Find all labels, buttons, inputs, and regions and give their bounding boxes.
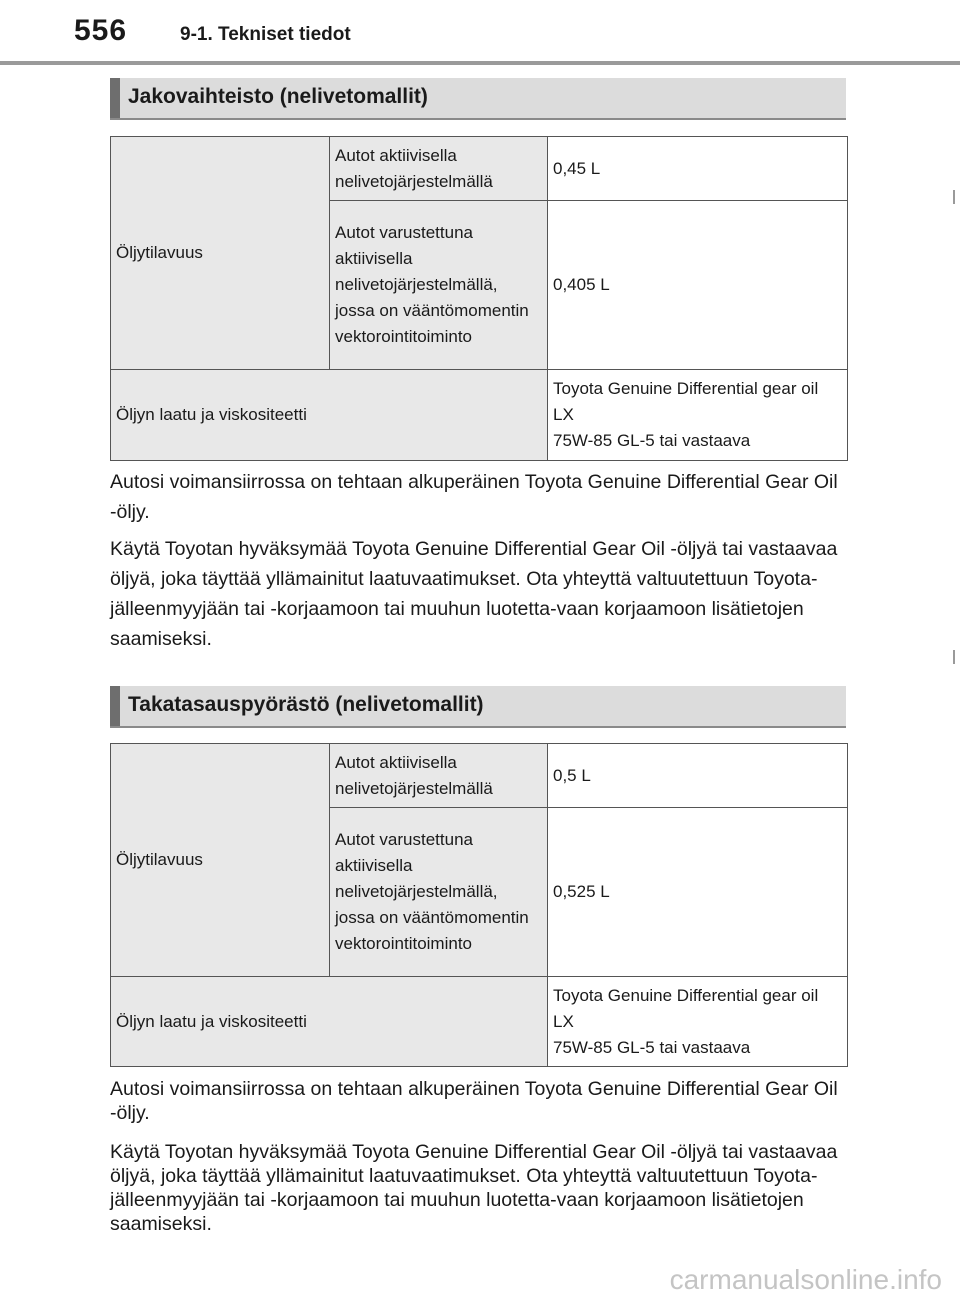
section-heading-bar — [110, 78, 120, 118]
capacity-label-cell: Öljytilavuus — [111, 137, 330, 370]
condition-cell: Autot varustettuna aktiivisella nelivetojärjestelmällä, jossa on vääntömomentin vektorointitoiminto — [330, 201, 548, 370]
condition-cell: Autot aktiivisella nelivetojärjestelmällä — [330, 744, 548, 808]
table-row — [111, 977, 848, 1067]
value-cell: 0,525 L — [548, 808, 848, 977]
quality-value-line: 75W-85 GL-5 tai vastaava — [553, 1037, 751, 1057]
section-heading-title: Jakovaihteisto (nelivetomallit) — [128, 85, 428, 108]
quality-value-line: Toyota Genuine Differential gear oil LX — [553, 985, 819, 1031]
quality-label-cell: Öljyn laatu ja viskositeetti — [111, 977, 548, 1067]
chapter-title: 9-1. Tekniset tiedot — [180, 24, 351, 45]
section-heading-bar — [110, 686, 120, 726]
page-number: 556 — [74, 14, 128, 47]
body-paragraph: Autosi voimansiirrossa on tehtaan alkuperäinen Toyota Genuine Differential Gear Oil -öljy. — [110, 1078, 838, 1124]
table-row — [111, 370, 848, 461]
quality-value-cell — [548, 977, 848, 1067]
condition-cell: Autot aktiivisella nelivetojärjestelmällä — [330, 137, 548, 201]
quality-value-line: 75W-85 GL-5 tai vastaava — [553, 431, 751, 450]
quality-value-cell — [548, 370, 848, 461]
quality-value-line: Toyota Genuine Differential gear oil LX — [553, 379, 819, 424]
condition-cell: Autot varustettuna aktiivisella nelivetojärjestelmällä, jossa on vääntömomentin vektorointitoiminto — [330, 808, 548, 977]
watermark: carmanualsonline.info — [669, 1264, 942, 1295]
header-rule — [0, 61, 960, 65]
table-row — [111, 744, 848, 808]
margin-tick — [953, 190, 955, 204]
table-row — [111, 137, 848, 201]
section-heading-transfer-case — [110, 78, 846, 120]
body-paragraph: Käytä Toyotan hyväksymää Toyota Genuine Differential Gear Oil -öljyä tai vastaavaa öljyä, joka täyttää yllämainitut laatuvaatimukset. Ota yhteyttä valtuutettuun Toyota-jälleenmyyjään tai -korjaamoon tai muuhun luotetta-vaan korjaamoon lisätietojen saamiseksi. — [110, 538, 838, 650]
value-cell: 0,45 L — [548, 137, 848, 201]
body-paragraph: Käytä Toyotan hyväksymää Toyota Genuine Differential Gear Oil -öljyä tai vastaavaa öljyä, joka täyttää yllämainitut laatuvaatimukset. Ota yhteyttä valtuutettuun Toyota-jälleenmyyjään tai -korjaamoon tai muuhun luotetta-vaan korjaamoon lisätietojen saamiseksi. — [110, 1141, 838, 1235]
quality-label-cell: Öljyn laatu ja viskositeetti — [111, 370, 548, 461]
transfer-case-spec-table — [110, 136, 848, 461]
body-paragraph: Autosi voimansiirrossa on tehtaan alkuperäinen Toyota Genuine Differential Gear Oil -öljy. — [110, 471, 838, 523]
section-heading-rear-differential — [110, 686, 846, 728]
margin-tick — [953, 650, 955, 664]
rear-differential-spec-table — [110, 743, 848, 1067]
value-cell: 0,405 L — [548, 201, 848, 370]
section-heading-title: Takatasauspyörästö (nelivetomallit) — [128, 693, 484, 716]
value-cell: 0,5 L — [548, 744, 848, 808]
capacity-label-cell: Öljytilavuus — [111, 744, 330, 977]
